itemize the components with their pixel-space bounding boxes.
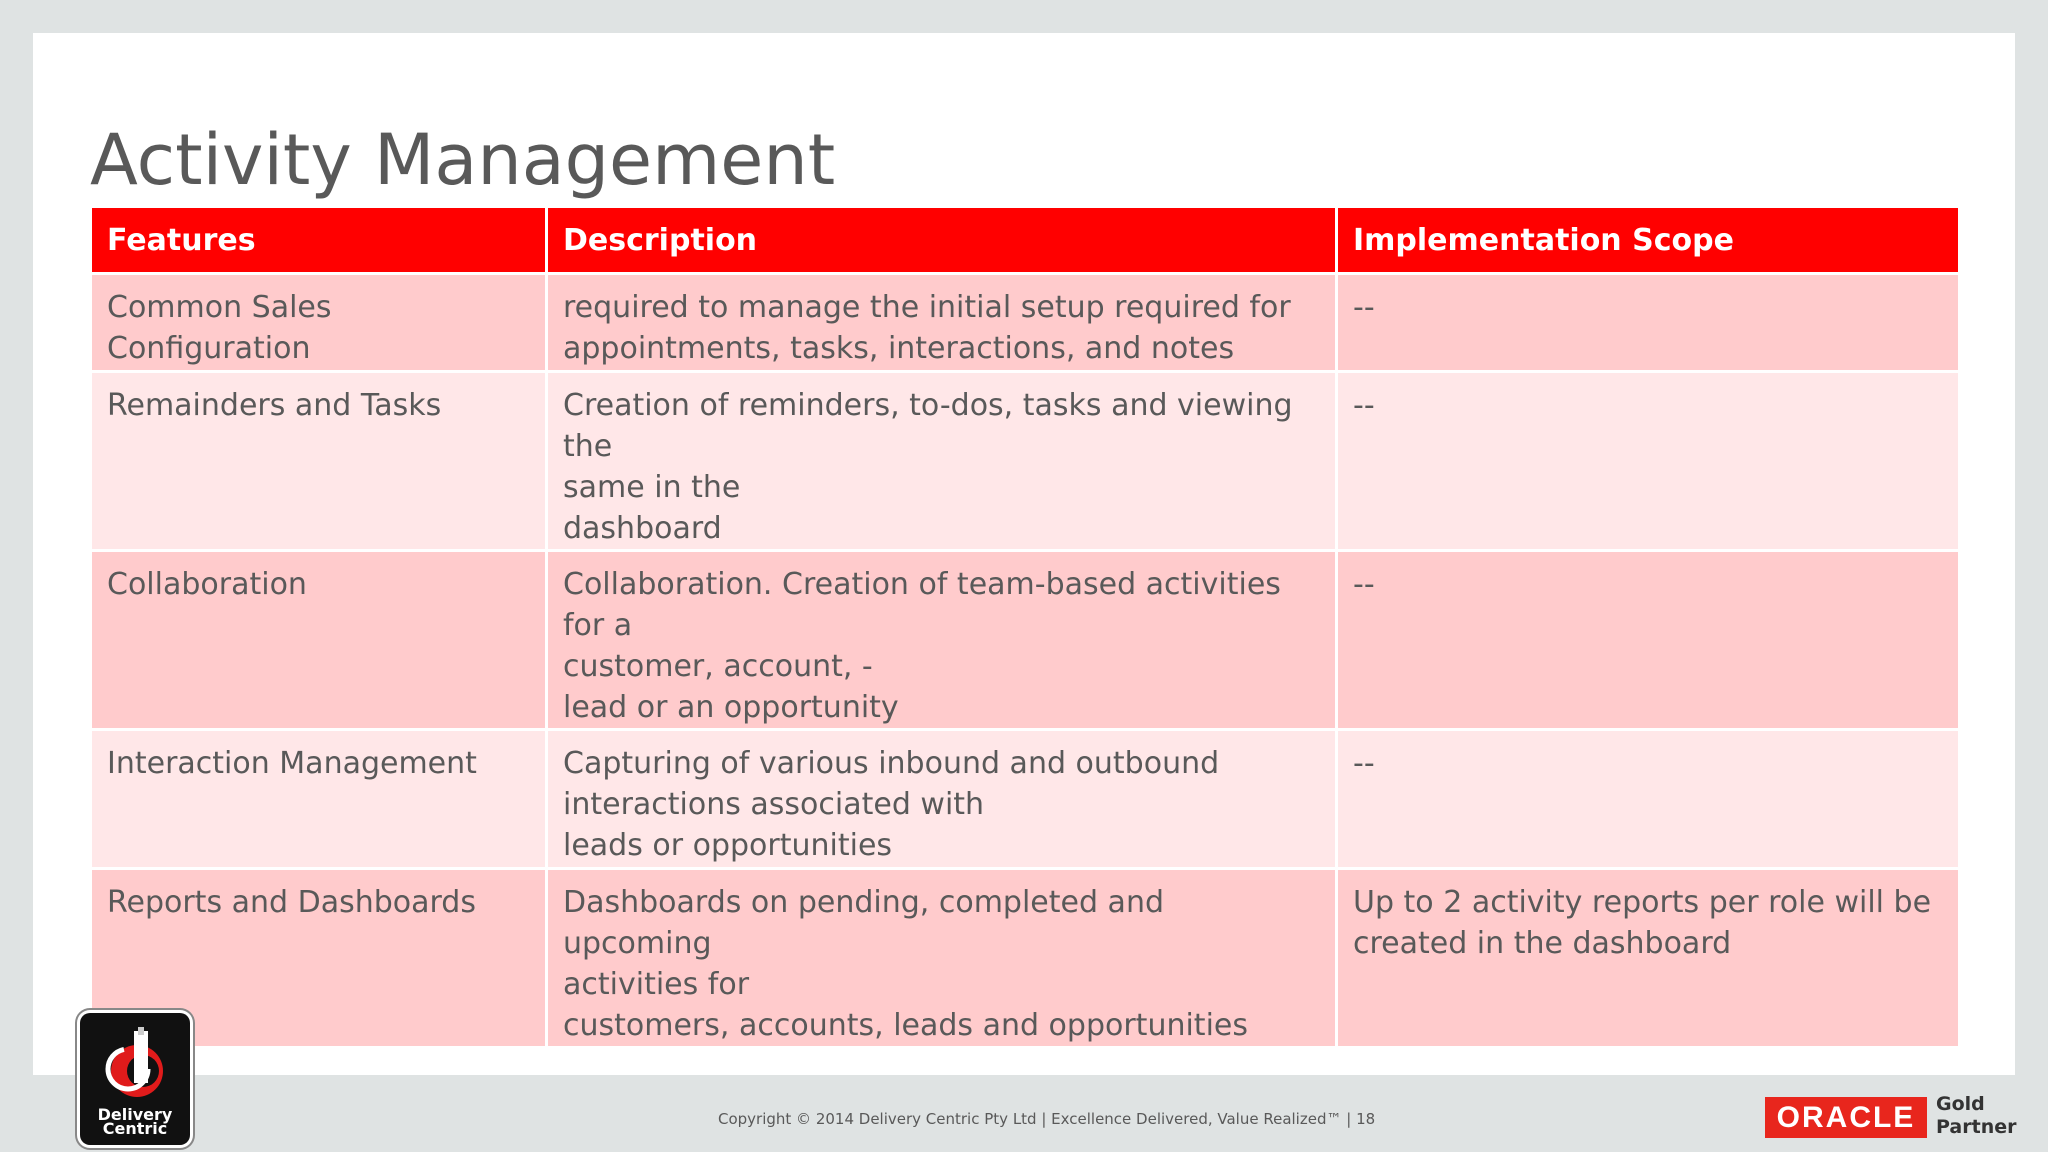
table-row: [91, 372, 1960, 551]
feature-cell: Reports and Dashboards: [91, 869, 547, 1048]
feature-cell: Common Sales Configuration: [91, 274, 547, 372]
delivery-centric-logo: [80, 1013, 190, 1145]
copyright-text: Copyright © 2014 Delivery Centric Pty Ltd | Excellence Delivered, Value Realized™ | 18: [718, 1110, 1376, 1128]
header-features: Features: [91, 208, 547, 274]
partner-text: Partner: [1936, 1116, 2017, 1138]
scope-cell: --: [1337, 551, 1960, 730]
table-header-row: [91, 208, 1960, 274]
table-row: [91, 551, 1960, 730]
table-row: [91, 869, 1960, 1048]
table-row: [91, 274, 1960, 372]
feature-cell: Remainders and Tasks: [91, 372, 547, 551]
feature-cell: Collaboration: [91, 551, 547, 730]
features-table: [89, 208, 1961, 1049]
logo-text-centric: Centric: [102, 1119, 168, 1138]
oracle-logo: ORACLE: [1765, 1097, 1927, 1138]
description-cell: required to manage the initial setup required for appointments, tasks, interactions, and notes: [547, 274, 1337, 372]
header-implementation-scope: Implementation Scope: [1337, 208, 1960, 274]
gold-text: Gold: [1936, 1093, 1985, 1115]
scope-cell: Up to 2 activity reports per role will be created in the dashboard: [1337, 869, 1960, 1048]
scope-cell: --: [1337, 274, 1960, 372]
feature-cell: Interaction Management: [91, 730, 547, 869]
logo-text-delivery: Delivery: [97, 1105, 173, 1124]
table-row: [91, 730, 1960, 869]
description-cell: Creation of reminders, to-dos, tasks and viewing the same in the dashboard: [547, 372, 1337, 551]
description-cell: Collaboration. Creation of team-based activities for a customer, account, - lead or an opportunity: [547, 551, 1337, 730]
description-cell: Capturing of various inbound and outbound interactions associated with leads or opportunities: [547, 730, 1337, 869]
scope-cell: --: [1337, 730, 1960, 869]
slide-title: Activity Management: [90, 118, 836, 201]
scope-cell: --: [1337, 372, 1960, 551]
header-description: Description: [547, 208, 1337, 274]
gold-partner-label: [1936, 1093, 2016, 1139]
description-cell: Dashboards on pending, completed and upcoming activities for customers, accounts, leads and opportunities: [547, 869, 1337, 1048]
